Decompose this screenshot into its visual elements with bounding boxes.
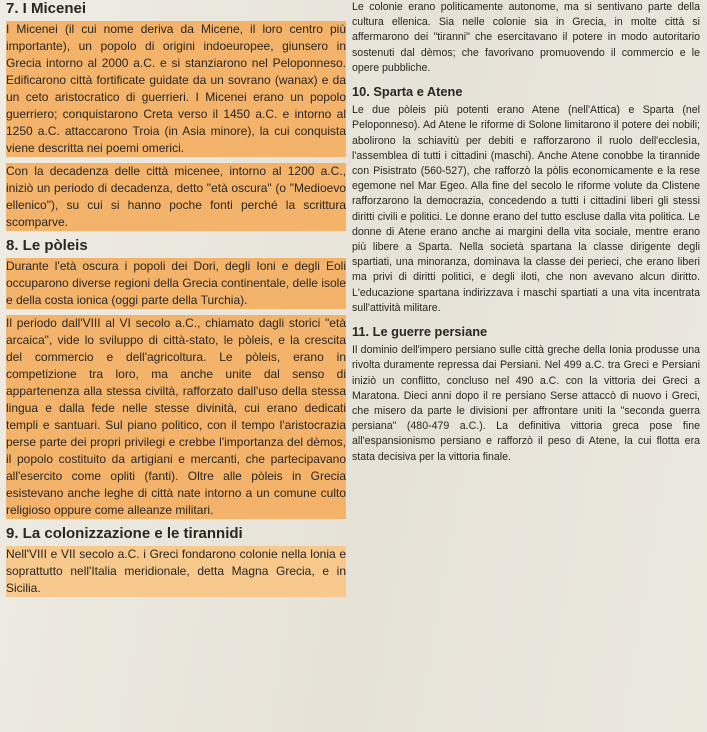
- paragraph: Le due pòleis più potenti erano Atene (nell'Attica) e Sparta (nel Peloponneso). Ad Atene le riforme di Solone limitarono il potere dei nobili; abolirono la schiavitù per debiti e rafforzarono il ruolo dell'ecclesìa, l'assemblea di tutti i cittadini (maschi). Anche Atene conobbe la tirannide con Pisistrato (560-527), che rafforzò la pòlis economicamente e la rese egemone nel Mar Egeo. Alla fine del secolo le riforme volute da Clistene rafforzarono la democrazia, concedendo a tutti i cittadini liberi gli stessi diritti civili e politici. Le donne erano del tutto escluse dalla vita politica. Le donne di Atene erano anche ai margini della vita sociale, mentre erano più libere a Sparta. Nella società spartana la classe dirigente degli spartiati, una minoranza, dominava la classe dei perieci, che erano liberi ma privi di diritti politici, e degli iloti, che non avevano alcun diritto. L'educazione spartana indirizzava i maschi spartiati a una vita incentrata sull'attività militare.: [352, 104, 700, 314]
- section-title: 9. La colonizzazione e le tirannidi: [6, 525, 243, 542]
- section-colonie-continued: [352, 0, 700, 76]
- section-guerre-persiane: [352, 324, 700, 465]
- section-title: 10. Sparta e Atene: [352, 84, 463, 100]
- paragraph: Le colonie erano politicamente autonome, ma si sentivano parte della cultura ellenica. Sia nelle colonie sia in Grecia, in molte città si affermarono dei "tiranni" che esercitavano il potere in modo autoritario sostenuti dal dèmos; che favorivano promuovendo il commercio e le opere pubbliche.: [352, 1, 700, 74]
- paragraph: Il periodo dall'VIII al VI secolo a.C., chiamato dagli storici "età arcaica", vide lo sviluppo di città-stato, le pòleis, e la crescita del commercio e dell'agricoltura. Le pòleis, erano in competizione tra loro, ma anche unite dal senso di appartenenza alla stessa civiltà, rafforzato dall'uso della stessa lingua e dalla fede nelle stesse divinità, cui erano dedicati templi e santuari. Sul piano politico, con il tempo l'aristocrazia perse parte dei propri privilegi e crebbe l'importanza del dèmos, il popolo costituito da artigiani e mercanti, che partecipavano all'esercito come opliti (fanti). Oltre alle pòleis in Grecia esistevano anche leghe di città nate intorno a un comune culto religioso oppure come alleanze militari.: [6, 316, 346, 517]
- paragraph: Durante l'età oscura i popoli dei Dori, degli Ioni e degli Eoli occuparono diverse regioni della Grecia continentale, delle isole e della costa ionica (oggi parte della Turchia).: [6, 259, 346, 307]
- section-sparta-atene: [352, 84, 700, 316]
- left-column: [6, 0, 346, 603]
- section-poleis: [6, 237, 346, 519]
- section-micenei: [6, 0, 346, 231]
- right-column: [352, 0, 700, 471]
- section-title: 7. I Micenei: [6, 0, 87, 17]
- section-title: 8. Le pòleis: [6, 237, 88, 254]
- section-title: 11. Le guerre persiane: [352, 324, 488, 340]
- paragraph: Nell'VIII e VII secolo a.C. i Greci fondarono colonie nella lonia e soprattutto nell'Italia meridionale, detta Magna Grecia, e in Sicilia.: [6, 547, 346, 595]
- paragraph: I Micenei (il cui nome deriva da Micene, il loro centro più importante), un popolo di origini indoeuropee, giunsero in Grecia intorno al 2000 a.C. e si stanziarono nel Peloponneso. Edificarono città fortificate guidate da un sovrano (wanax) e da un ceto aristocratico di guerrieri. I Micenei erano un popolo guerriero; conquistarono Creta verso il 1450 a.C. e intorno al 1250 a.C. attaccarono Troia (in Asia minore), la cui conquista viene descritta nei poemi omerici.: [6, 22, 346, 155]
- paragraph: Con la decadenza delle città micenee, intorno al 1200 a.C., iniziò un periodo di decadenza, detto "età oscura" (o "Medioevo ellenico"), su cui si hanno poche fonti perché la scrittura scomparve.: [6, 164, 346, 229]
- section-colonizzazione: [6, 525, 346, 597]
- paragraph: Il dominio dell'impero persiano sulle città greche della Ionia produsse una rivolta duramente repressa dai Persiani. Nel 499 a.C. tra Greci e Persiani iniziò un conflitto, concluso nel 490 a.C. con la vittoria dei Greci a Maratona. Dieci anni dopo il re persiano Serse attaccò di nuovo i Greci, che misero da parte le divisioni per affrontare uniti la "seconda guerra persiana" (480-479 a.C.). La definitiva vittoria greca pose fine all'espansionismo persiano e rafforzò il peso di Atene, la cui flotta era stata decisiva per la vittoria finale.: [352, 344, 700, 463]
